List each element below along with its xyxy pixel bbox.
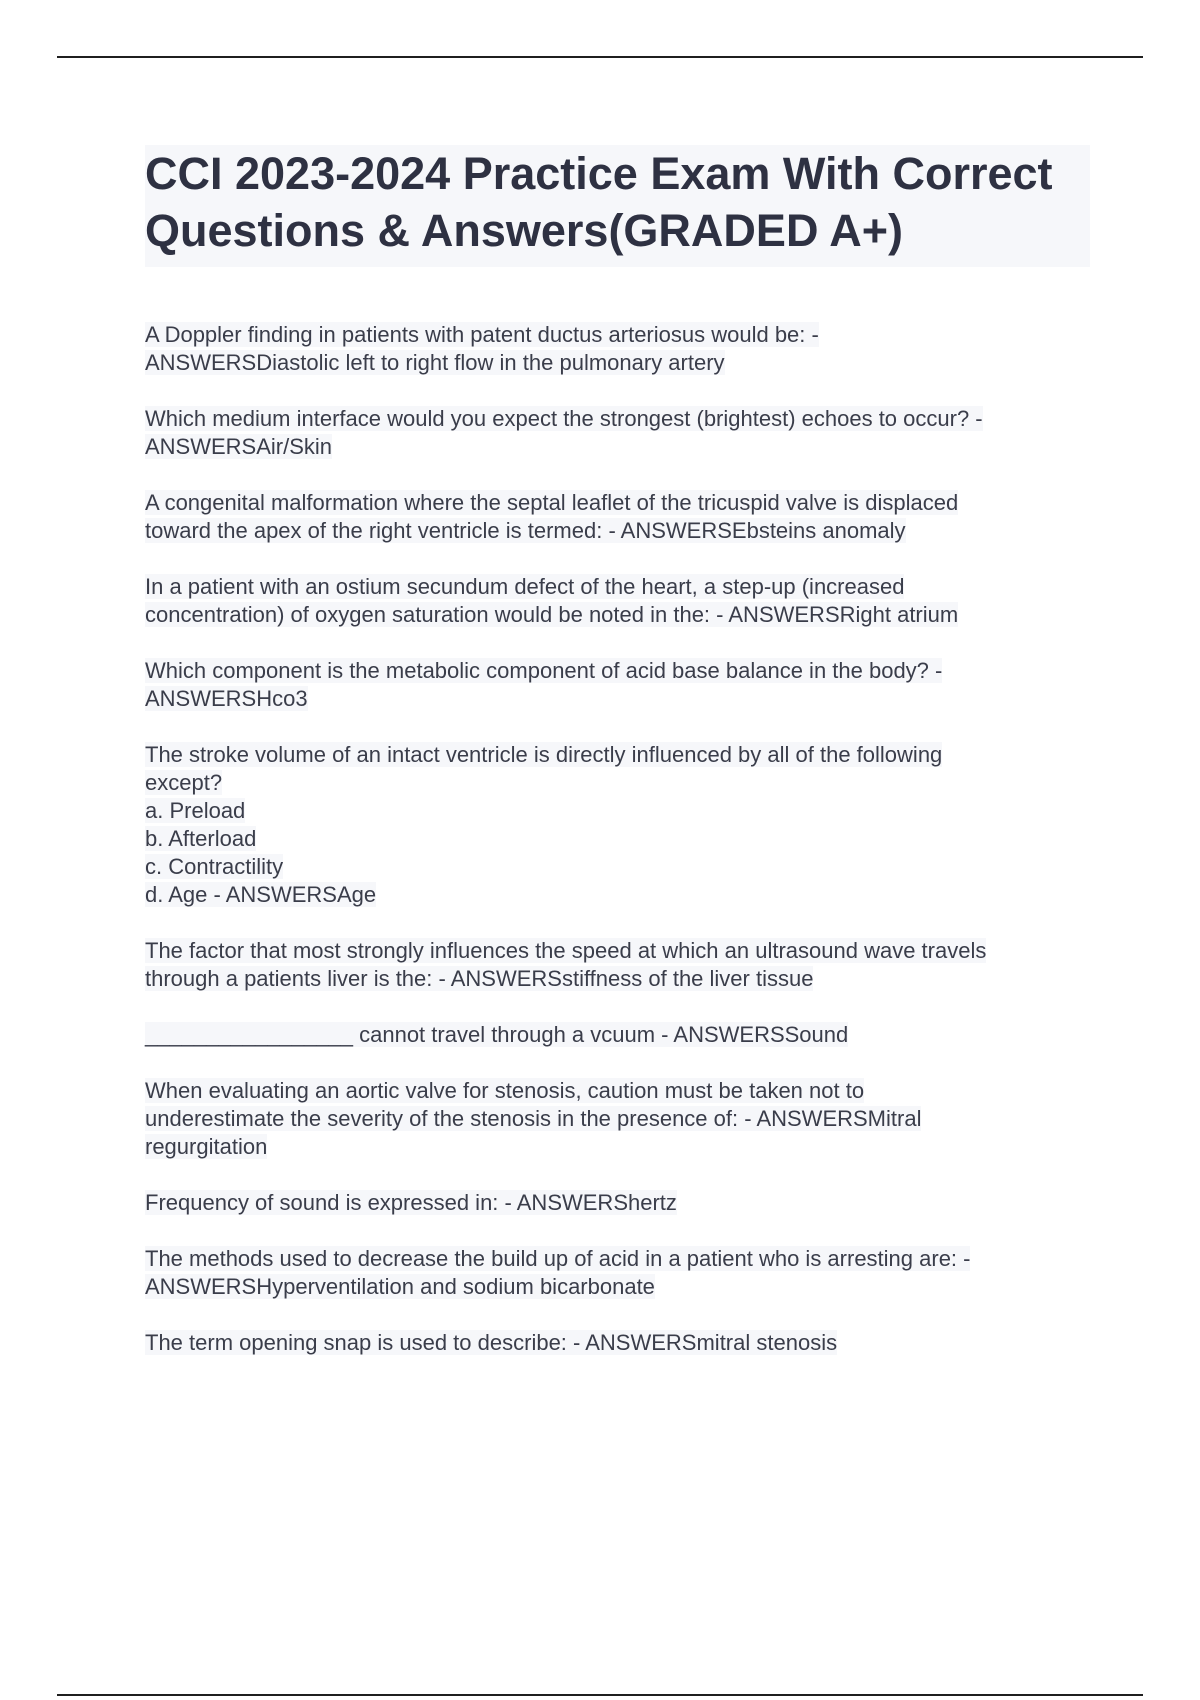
qa-text: The stroke volume of an intact ventricle is directly influenced by all of the following except? a. Preload b. Afterload c. Contractility d. Age - ANSWERSAge: [145, 742, 943, 907]
qa-item: [145, 573, 1090, 629]
qa-item: [145, 405, 1090, 461]
bottom-rule: [57, 1694, 1143, 1696]
qa-text: _________________ cannot travel through a vcuum - ANSWERSSound: [145, 1022, 849, 1047]
qa-text: The term opening snap is used to describe: - ANSWERSmitral stenosis: [145, 1330, 838, 1355]
top-rule: [57, 56, 1143, 58]
qa-text: Which component is the metabolic component of acid base balance in the body? - ANSWERSHco3: [145, 658, 943, 711]
qa-text: The factor that most strongly influences the speed at which an ultrasound wave travels through a patients liver is the: - ANSWERSstiffness of the liver tissue: [145, 938, 987, 991]
qa-text: In a patient with an ostium secundum defect of the heart, a step-up (increased concentration) of oxygen saturation would be noted in the: - ANSWERSRight atrium: [145, 574, 959, 627]
qa-item: [145, 1021, 1090, 1049]
qa-item: [145, 489, 1090, 545]
title-block: [145, 145, 1090, 267]
qa-list: [145, 321, 1090, 1357]
qa-text: When evaluating an aortic valve for stenosis, caution must be taken not to underestimate the severity of the stenosis in the presence of: - ANSWERSMitral regurgitation: [145, 1078, 922, 1159]
qa-text: Frequency of sound is expressed in: - ANSWERShertz: [145, 1190, 677, 1215]
qa-item: [145, 321, 1090, 377]
qa-text: A congenital malformation where the septal leaflet of the tricuspid valve is displaced toward the apex of the right ventricle is termed: - ANSWERSEbsteins anomaly: [145, 490, 959, 543]
qa-text: The methods used to decrease the build up of acid in a patient who is arresting are: - ANSWERSHyperventilation and sodium bicarbonate: [145, 1246, 971, 1299]
qa-item: [145, 1329, 1090, 1357]
qa-item: [145, 741, 1090, 909]
qa-text: A Doppler finding in patients with patent ductus arteriosus would be: - ANSWERSDiastolic left to right flow in the pulmonary artery: [145, 322, 819, 375]
document-title: CCI 2023-2024 Practice Exam With Correct Questions & Answers(GRADED A+): [145, 148, 1053, 256]
qa-item: [145, 1189, 1090, 1217]
qa-item: [145, 657, 1090, 713]
qa-item: [145, 937, 1090, 993]
document-body: [145, 145, 1090, 1385]
qa-item: [145, 1077, 1090, 1161]
qa-item: [145, 1245, 1090, 1301]
qa-text: Which medium interface would you expect the strongest (brightest) echoes to occur? - ANSWERSAir/Skin: [145, 406, 983, 459]
